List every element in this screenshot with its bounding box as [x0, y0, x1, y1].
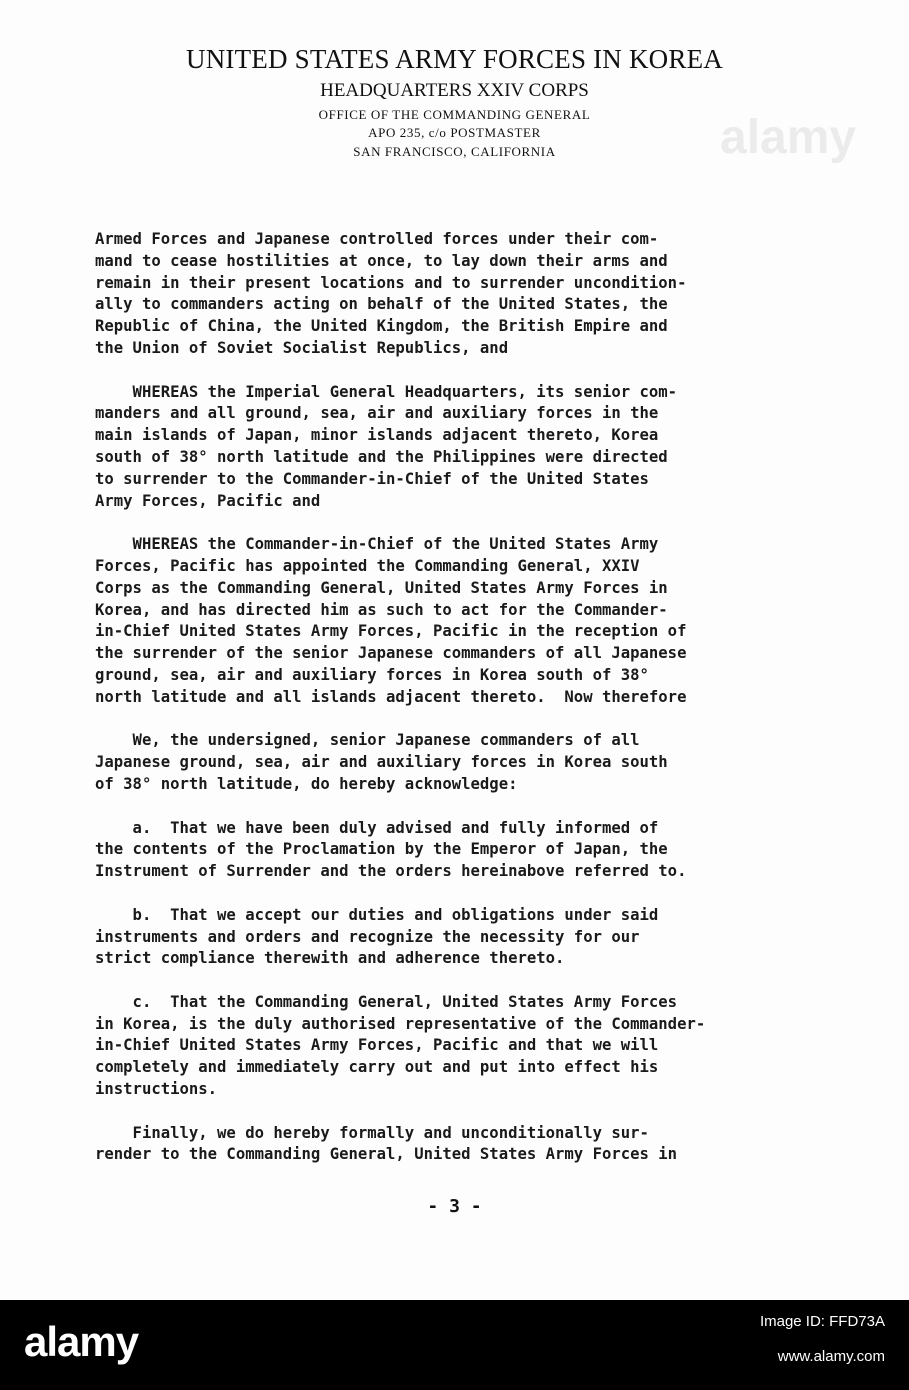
city-line: SAN FRANCISCO, CALIFORNIA: [353, 144, 556, 159]
text-line: north latitude and all islands adjacent thereto. Now therefore: [95, 687, 687, 706]
image-id: Image ID: FFD73A: [759, 1313, 885, 1330]
text-line: b. That we accept our duties and obligations under said: [95, 905, 659, 924]
apo-line: APO 235, c/o POSTMASTER: [368, 125, 541, 140]
text-line: Forces, Pacific has appointed the Commanding General, XXIV: [95, 556, 640, 575]
text-line: Korea, and has directed him as such to act for the Commander-: [95, 600, 668, 619]
text-line: south of 38° north latitude and the Philippines were directed: [95, 447, 668, 466]
text-line: We, the undersigned, senior Japanese commanders of all: [95, 731, 640, 750]
paragraph: [95, 905, 815, 970]
text-line: Finally, we do hereby formally and unconditionally sur-: [95, 1123, 649, 1142]
text-line: Army Forces, Pacific and: [95, 491, 321, 510]
text-line: WHEREAS the Commander-in-Chief of the United States Army: [95, 535, 659, 554]
text-line: Corps as the Commanding General, United States Army Forces in: [95, 578, 668, 597]
text-line: Instrument of Surrender and the orders hereinabove referred to.: [95, 862, 687, 881]
text-line: in Korea, is the duly authorised representative of the Commander-: [95, 1014, 706, 1033]
text-line: c. That the Commanding General, United States Army Forces: [95, 992, 678, 1011]
text-line: Japanese ground, sea, air and auxiliary forces in Korea south: [95, 753, 668, 772]
text-line: instructions.: [95, 1080, 218, 1099]
text-line: a. That we have been duly advised and fully informed of: [95, 818, 659, 837]
text-line: completely and immediately carry out and put into effect his: [95, 1058, 659, 1077]
paragraph: [95, 534, 815, 708]
document-title: UNITED STATES ARMY FORCES IN KOREA: [186, 44, 723, 74]
text-line: main islands of Japan, minor islands adjacent thereto, Korea: [95, 426, 659, 445]
text-line: Republic of China, the United Kingdom, the British Empire and: [95, 317, 668, 336]
text-line: ally to commanders acting on behalf of the United States, the: [95, 295, 668, 314]
text-line: the contents of the Proclamation by the Emperor of Japan, the: [95, 840, 668, 859]
stock-footer: [0, 1300, 909, 1390]
text-line: render to the Commanding General, United States Army Forces in: [95, 1145, 678, 1164]
document-subtitle: HEADQUARTERS XXIV CORPS: [320, 80, 589, 101]
document-body: [95, 229, 815, 1188]
text-line: strict compliance therewith and adherence thereto.: [95, 949, 565, 968]
text-line: to surrender to the Commander-in-Chief of the United States: [95, 469, 649, 488]
paragraph: [95, 1123, 815, 1167]
paragraph: [95, 229, 815, 360]
paragraph: [95, 818, 815, 883]
text-line: instruments and orders and recognize the necessity for our: [95, 927, 640, 946]
text-line: WHEREAS the Imperial General Headquarters, its senior com-: [95, 382, 678, 401]
alamy-logo: alamy: [24, 1318, 139, 1365]
text-line: mand to cease hostilities at once, to lay down their arms and: [95, 251, 668, 270]
paragraph: [95, 730, 815, 795]
office-line: OFFICE OF THE COMMANDING GENERAL: [318, 107, 591, 122]
text-line: the Union of Soviet Socialist Republics, and: [95, 338, 509, 357]
text-line: in-Chief United States Army Forces, Pacific in the reception of: [95, 622, 687, 641]
page-number: - 3 -: [427, 1196, 482, 1217]
footer-url: www.alamy.com: [777, 1348, 885, 1365]
text-line: Armed Forces and Japanese controlled forces under their com-: [95, 230, 659, 248]
text-line: ground, sea, air and auxiliary forces in Korea south of 38°: [95, 665, 649, 684]
text-line: manders and all ground, sea, air and auxiliary forces in the: [95, 404, 659, 423]
watermark-text: alamy: [720, 111, 857, 164]
text-line: the surrender of the senior Japanese commanders of all Japanese: [95, 644, 687, 663]
paragraph: [95, 992, 815, 1101]
paragraph: [95, 382, 815, 513]
text-line: in-Chief United States Army Forces, Pacific and that we will: [95, 1036, 659, 1055]
text-line: of 38° north latitude, do hereby acknowledge:: [95, 774, 518, 793]
text-line: remain in their present locations and to surrender uncondition-: [95, 273, 687, 292]
